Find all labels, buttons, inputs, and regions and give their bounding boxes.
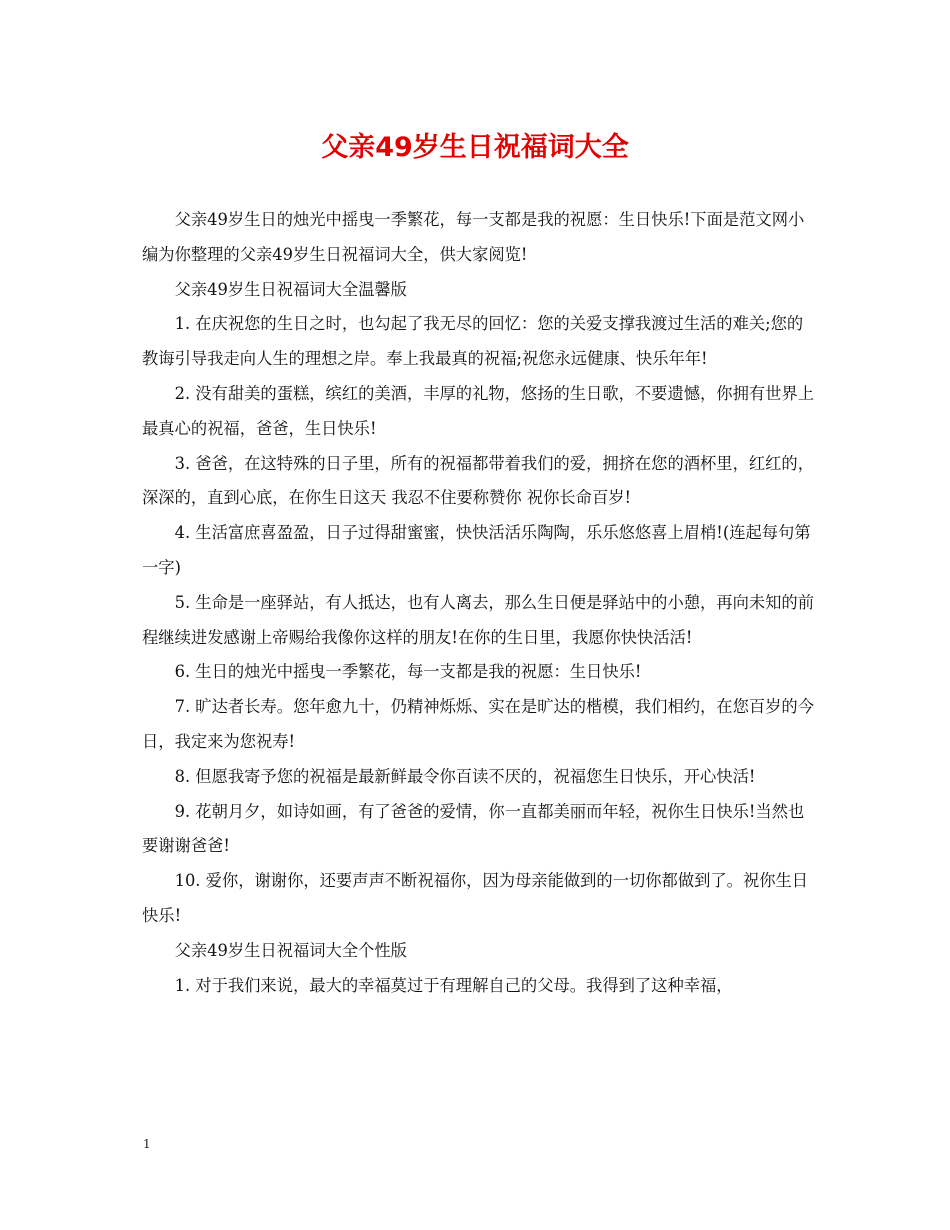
list-item: 8. 但愿我寄予您的祝福是最新鲜最令你百读不厌的，祝福您生日快乐，开心快活! [174,766,756,786]
list-item: 1. 对于我们来说，最大的幸福莫过于有理解自己的父母。我得到了这种幸福， [174,975,733,995]
document-body [142,203,814,1003]
list-item: 1. 在庆祝您的生日之时，也勾起了我无尽的回忆：您的关爱支撑我渡过生活的难关;您的教诲引导我走向人生的理想之岸。奉上我最真的祝福;祝您永远健康、快乐年年! [142,314,804,369]
list-item: 5. 生命是一座驿站，有人抵达，也有人离去，那么生日便是驿站中的小憩，再向未知的前程继续进发感谢上帝赐给我像你这样的朋友!在你的生日里，我愿你快快活活! [142,592,814,647]
list-item: 10. 爱你，谢谢你，还要声声不断祝福你，因为母亲能做到的一切你都做到了。祝你生日快乐! [142,871,809,925]
section-heading-personal: 父亲49岁生日祝福词大全个性版 [174,940,407,960]
page-number: 1 [143,1137,151,1151]
section-heading-warm: 父亲49岁生日祝福词大全温馨版 [174,279,407,299]
document-title: 父亲49岁生日祝福词大全 [321,132,629,163]
list-item: 6. 生日的烛光中摇曳一季繁花，每一支都是我的祝愿：生日快乐! [174,662,642,682]
list-item: 9. 花朝月夕，如诗如画，有了爸爸的爱情，你一直都美丽而年轻，祝你生日快乐!当然也要谢谢爸爸! [142,801,805,856]
list-item: 3. 爸爸，在这特殊的日子里，所有的祝福都带着我们的爱，拥挤在您的酒杯里，红红的，深深的，直到心底，在你生日这天 我忍不住要称赞你 祝你长命百岁! [142,453,814,508]
list-item: 4. 生活富庶喜盈盈，日子过得甜蜜蜜，快快活活乐陶陶，乐乐悠悠喜上眉梢!(连起每句第一字) [142,523,811,577]
list-item: 2. 没有甜美的蛋糕，缤红的美酒，丰厚的礼物，悠扬的生日歌，不要遗憾，你拥有世界上最真心的祝福，爸爸，生日快乐! [142,383,814,438]
list-item: 7. 旷达者长寿。您年愈九十，仍精神烁烁、实在是旷达的楷模，我们相约，在您百岁的今日，我定来为您祝寿! [142,697,814,751]
intro-paragraph: 父亲49岁生日的烛光中摇曳一季繁花，每一支都是我的祝愿：生日快乐!下面是范文网小编为你整理的父亲49岁生日祝福词大全，供大家阅览! [142,210,805,264]
